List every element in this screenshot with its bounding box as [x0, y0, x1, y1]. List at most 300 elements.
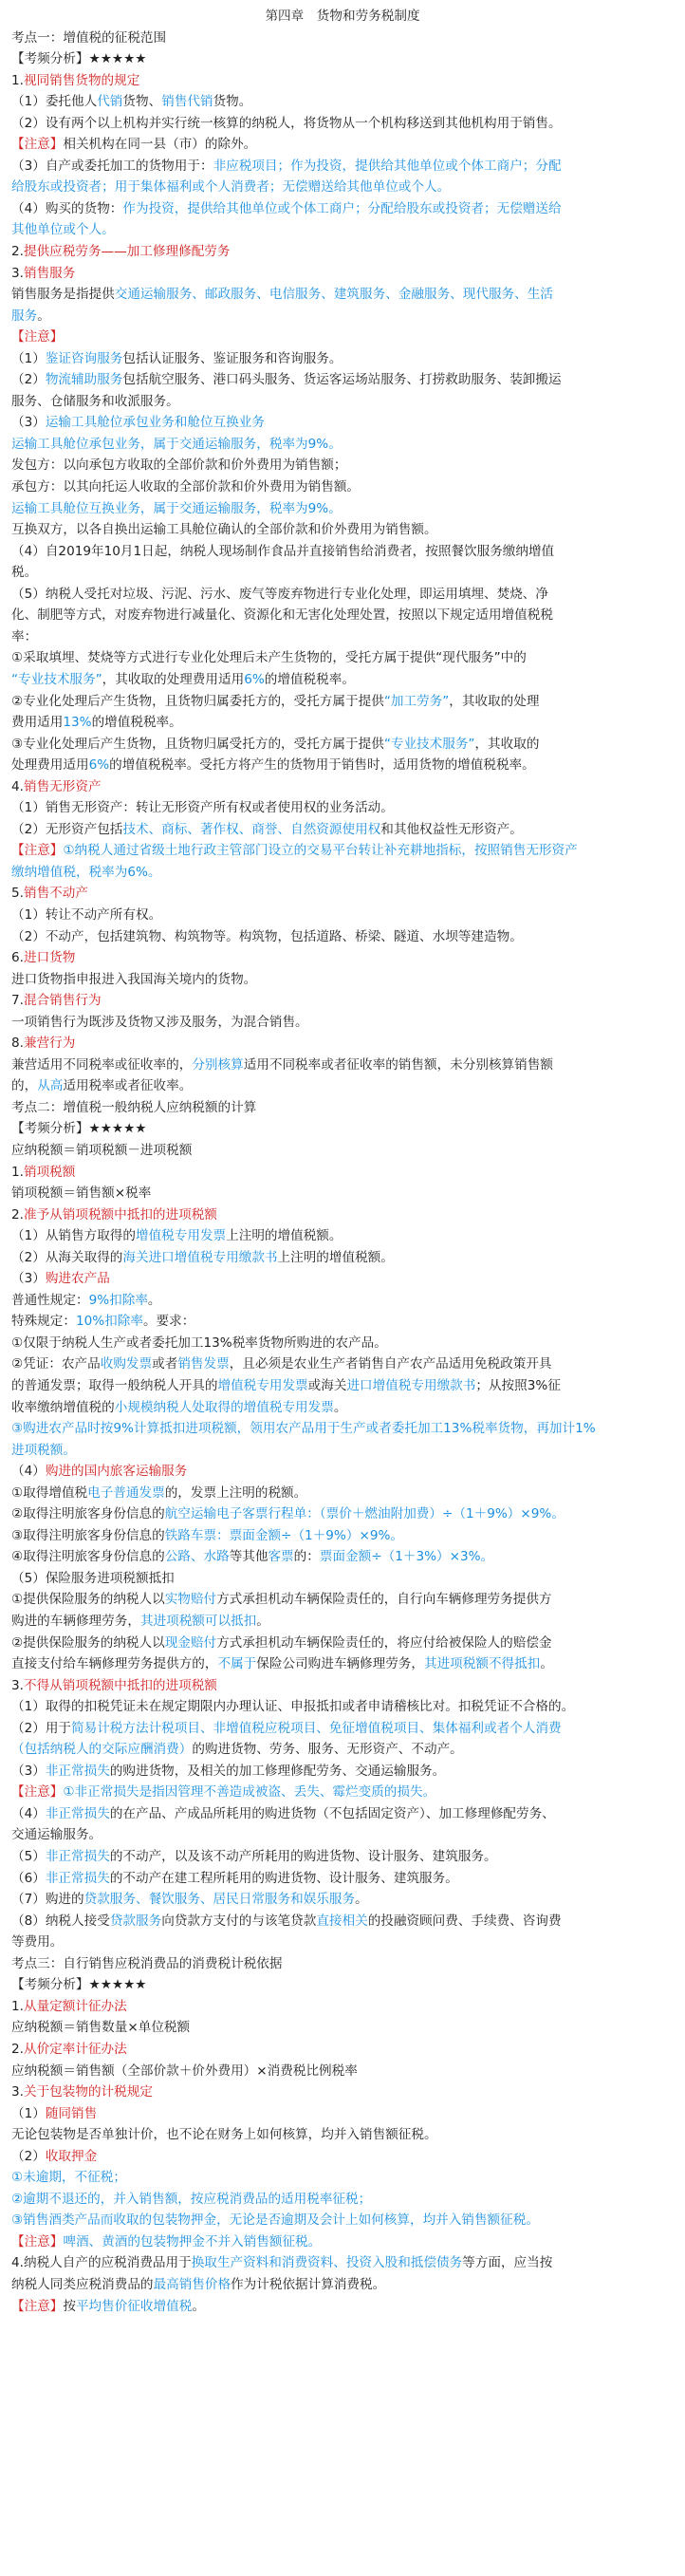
body-text: ；从按照3%征 [475, 1378, 561, 1393]
text-line [11, 241, 674, 263]
highlight-text: 非正常损失 [45, 1805, 110, 1821]
body-text: 互换双方，以各自换出运输工具舱位确认的全部价款和价外费用为销售额。 [11, 522, 437, 538]
body-text: 等其他 [229, 1549, 268, 1565]
text-line [11, 1846, 674, 1868]
body-text: 作为计税依据计算消费税。 [231, 2276, 386, 2292]
text-line [11, 862, 674, 884]
text-line [11, 1761, 674, 1783]
text-line [11, 1375, 674, 1397]
text-line [11, 2210, 674, 2231]
text-line [11, 990, 674, 1012]
text-line [11, 28, 674, 49]
highlight-text: ①纳税人通过省级土地行政主管部门设立的交易平台转让补充耕地指标，按照销售无形资产 [63, 843, 578, 859]
body-text: ，且必须是农业生产者销售自产农产品适用免税政策开具 [229, 1356, 552, 1372]
body-text: （7）购进的 [11, 1892, 84, 1908]
highlight-text: 6% [88, 757, 110, 774]
body-text: 。 [540, 1656, 553, 1672]
highlight-text: 服务 [11, 308, 38, 324]
body-text: 1. [11, 1164, 24, 1180]
body-text: （4）购买的货物： [11, 200, 123, 216]
highlight-text: ③购进农产品时按9%计算抵扣进项税额，领用农产品用于生产或者委托加工13%税率货物，再加计1% [11, 1421, 596, 1437]
highlight-text: 简易计税方法计税项目、非增值税应税项目、免征增值税项目、集体福利或者个人消费 [71, 1720, 562, 1736]
text-line [11, 2231, 674, 2253]
text-line [11, 1932, 674, 1953]
highlight-text: 换取生产资料和消费资料、投资入股和抵偿债务 [191, 2255, 463, 2271]
text-line [11, 1097, 674, 1119]
text-line [11, 947, 674, 969]
body-text: 按 [63, 2298, 76, 2314]
body-text: 的增值税税率。 [264, 671, 355, 687]
heading-text: 进口货物 [23, 950, 76, 966]
text-line [11, 1889, 674, 1911]
body-text: 【考频分析】★★★★★ [11, 51, 147, 67]
text-line [11, 840, 674, 862]
heading-text: 【注意】 [11, 137, 64, 153]
body-text: ②提供保险服务的纳税人以 [11, 1634, 165, 1651]
highlight-text: 电子普通发票 [87, 1484, 165, 1501]
text-line [11, 819, 674, 841]
text-line [11, 1333, 674, 1354]
text-line [11, 2103, 674, 2125]
heading-text: 视同销售货物的规定 [23, 72, 140, 88]
body-text: 发包方：以向承包方收取的全部价款和价外费用为销售额； [11, 457, 347, 474]
body-text: ，其收取的处理 [449, 693, 540, 709]
body-text: 的购进货物、劳务、服务、无形资产、不动产。 [192, 1742, 463, 1758]
highlight-text: 其进项税额可以抵扣 [139, 1614, 257, 1630]
heading-text: 销售无形资产 [23, 778, 102, 794]
body-text: 率： [11, 628, 38, 644]
body-text: 1. [11, 72, 24, 88]
highlight-text: 其进项税额不得抵扣 [424, 1656, 541, 1672]
text-line [11, 2017, 674, 2039]
body-text: ，其收取的 [474, 736, 540, 752]
body-text: 2. [11, 2041, 24, 2057]
body-text: 考点三：自行销售应税消费品的消费税计税依据 [11, 1955, 283, 1971]
text-line [11, 177, 674, 198]
highlight-text: 公路、水路 [164, 1549, 230, 1565]
highlight-text: 啤酒、黄酒的包装物押金不并入销售额征税。 [63, 2233, 322, 2249]
body-text: 或海关 [307, 1378, 347, 1393]
text-line [11, 1503, 674, 1525]
text-line [11, 1268, 674, 1290]
body-text: 。要求： [142, 1314, 195, 1330]
body-text: 和其他权益性无形资产。 [380, 821, 523, 837]
highlight-text: 铁路车票 [164, 1527, 217, 1543]
highlight-text: 其他单位或个人。 [11, 222, 115, 238]
body-text: （2）从海关取得的 [11, 1249, 123, 1265]
body-text: 3. [11, 265, 24, 281]
highlight-text: 运输工具舱位互换业务，属于交通运输服务，税率为9%。 [11, 500, 342, 516]
body-text: 应纳税额＝销售额（全部价款＋价外费用）×消费税比例税率 [11, 2063, 358, 2079]
body-text: 等费用。 [11, 1934, 64, 1951]
text-line [11, 1525, 674, 1547]
body-text: 应纳税额＝销项税额－进项税额 [11, 1142, 193, 1158]
body-text: 相关机构在同一县（市）的除外。 [63, 137, 257, 153]
body-text: ①提供保险服务的纳税人以 [11, 1592, 165, 1608]
body-text: 的， [11, 1078, 38, 1094]
highlight-text: “加工劳务” [383, 693, 450, 709]
body-text: （1）取得的扣税凭证未在规定期限内办理认证、申报抵扣或者申请稽核比对。扣税凭证不合格的。 [11, 1699, 575, 1715]
body-text: 化、制肥等方式，对废弃物进行减量化、资源化和无害化处理处置，按照以下规定适用增值税税 [11, 607, 553, 624]
heading-text: 【注意】 [11, 2298, 64, 2314]
body-text: 的不动产在建工程所耗用的购进货物、设计服务、建筑服务。 [109, 1870, 458, 1886]
body-text: 的投融资顾问费、手续费、咨询费 [367, 1913, 562, 1929]
highlight-text: ②逾期不退还的，并入销售额，按应税消费品的适用税率征税； [11, 2191, 372, 2207]
heading-text: 购进农产品 [45, 1271, 110, 1287]
body-text: 。 [256, 1614, 269, 1630]
highlight-text: 缴纳增值税，税率为6%。 [11, 864, 161, 880]
highlight-text: 从高 [37, 1078, 64, 1094]
highlight-text: 小规模纳税人处取得的增值税专用发票 [114, 1399, 334, 1415]
body-text: （2） [11, 372, 46, 388]
text-line [11, 755, 674, 776]
text-line [11, 1247, 674, 1269]
highlight-text: 代销 [97, 94, 123, 110]
heading-text: 【注意】 [11, 2233, 64, 2249]
body-text: 进口货物指申报进入我国海关境内的货物。 [11, 971, 257, 987]
highlight-text: 直接相关 [316, 1913, 368, 1929]
text-line [11, 1653, 674, 1675]
body-text: ①取得增值税 [11, 1484, 88, 1501]
text-line [11, 1782, 674, 1803]
text-line [11, 1290, 674, 1312]
text-line [11, 348, 674, 370]
highlight-text: 客票 [268, 1549, 294, 1565]
body-text: 1. [11, 1998, 24, 2014]
text-line [11, 1225, 674, 1247]
text-line [11, 1311, 674, 1333]
body-text: 的在产品、产成品所耗用的购进货物（不包括固定资产）、加工修理修配劳务、 [109, 1805, 555, 1821]
body-text: （3） [11, 415, 46, 431]
body-text: 普通性规定： [11, 1292, 89, 1308]
body-text: （3）自产或委托加工的货物用于： [11, 158, 213, 174]
highlight-text: 运输工具舱位承包业务和舱位互换业务 [45, 415, 265, 431]
body-text: 7. [11, 993, 24, 1009]
body-text: 等方面，应当按 [462, 2255, 553, 2271]
highlight-text: ：票面金额÷（1＋9%）×9%。 [216, 1527, 403, 1543]
heading-text: 销售不动产 [23, 886, 88, 902]
highlight-text: 不属于 [217, 1656, 257, 1672]
body-text: 方式承担机动车辆保险责任的，自行向车辆修理劳务提供方 [216, 1592, 552, 1608]
text-line [11, 306, 674, 327]
highlight-text: 增值税专用发票 [136, 1228, 227, 1244]
text-line [11, 455, 674, 476]
highlight-text: 销售发票 [177, 1356, 230, 1372]
text-line [11, 113, 674, 135]
text-line [11, 2296, 674, 2318]
highlight-text: 进口增值税专用缴款书 [346, 1378, 476, 1393]
text-line [11, 2274, 674, 2296]
text-line [11, 2252, 674, 2274]
highlight-text: 非应税项目；作为投资，提供给其他单位或个体工商户；分配 [213, 158, 562, 174]
text-line [11, 1868, 674, 1890]
body-text: 税。 [11, 565, 38, 581]
heading-text: 随同销售 [45, 2105, 98, 2121]
text-line [11, 412, 674, 434]
highlight-text: 进项税额。 [11, 1442, 76, 1458]
body-text: （3） [11, 1271, 46, 1287]
highlight-text: ①非正常损失是指因管理不善造成被盗、丢失、霉烂变质的损失。 [63, 1784, 436, 1801]
text-line [11, 498, 674, 520]
body-text: 2. [11, 244, 24, 260]
body-text: 或者 [152, 1356, 178, 1372]
body-text: 特殊规定： [11, 1314, 76, 1330]
text-line [11, 91, 674, 113]
text-line [11, 1012, 674, 1034]
body-text: 2. [11, 1206, 24, 1223]
body-text: （6） [11, 1870, 46, 1886]
body-text: 货物。 [213, 94, 252, 110]
body-text: 纳税人同类应税消费品的 [11, 2276, 154, 2292]
text-line [11, 1461, 674, 1483]
body-text: 的，发票上注明的税额。 [164, 1484, 307, 1501]
text-line [11, 476, 674, 498]
highlight-text: 6% [244, 671, 265, 687]
body-text: 考点二：增值税一般纳税人应纳税额的计算 [11, 1099, 257, 1115]
body-text: 上注明的增值税额。 [277, 1249, 394, 1265]
heading-text: 从价定率计征办法 [23, 2041, 127, 2057]
highlight-text: ：（票价＋燃油附加费）÷（1＋9%）×9%。 [306, 1506, 565, 1522]
body-text: （1）委托他人 [11, 94, 98, 110]
highlight-text: 给股东或投资者；用于集体福利或个人消费者；无偿赠送给其他单位或个人。 [11, 179, 451, 196]
text-line [11, 1611, 674, 1633]
highlight-text: “专业技术服务” [383, 736, 475, 752]
highlight-text: 贷款服务、餐饮服务、居民日常服务和娱乐服务 [83, 1892, 356, 1908]
body-text: 。 [147, 1292, 161, 1308]
heading-text: 提供应税劳务——加工修理修配劳务 [23, 244, 231, 260]
body-text: （5）保险服务进项税额抵扣 [11, 1570, 175, 1586]
heading-text: 兼营行为 [23, 1036, 76, 1052]
text-line [11, 134, 674, 156]
highlight-text: 分别核算 [192, 1056, 244, 1073]
heading-text: 购进的国内旅客运输服务 [45, 1464, 188, 1480]
body-text: 。 [355, 1892, 368, 1908]
text-line [11, 562, 674, 584]
body-text: 考点一：增值税的征税范围 [11, 29, 167, 46]
body-text: 的购进货物，及相关的加工修理修配劳务、交通运输服务。 [109, 1763, 446, 1779]
text-line [11, 1996, 674, 2018]
text-line [11, 2061, 674, 2082]
text-line [11, 605, 674, 626]
text-line [11, 1824, 674, 1846]
highlight-text: 9%扣除率 [88, 1292, 148, 1308]
body-text: （3） [11, 1763, 46, 1779]
heading-text: 销项税额 [23, 1164, 76, 1180]
body-text: 向贷款方支付的与该笔贷款 [161, 1913, 317, 1929]
highlight-text: 技术、商标、著作权、商誉、自然资源使用权 [122, 821, 381, 837]
body-text: ③专业化处理后产生货物，且货物归属受托方的，受托方属于提供 [11, 736, 384, 752]
body-text: 交通运输服务。 [11, 1827, 102, 1843]
text-line [11, 1440, 674, 1462]
body-text: ②凭证：农产品 [11, 1356, 101, 1372]
body-text: （1） [11, 350, 46, 366]
body-text: （2）不动产，包括建筑物、构筑物等。构筑物，包括道路、桥梁、隧道、水坝等建造物。 [11, 928, 523, 944]
text-line [11, 1418, 674, 1440]
body-text: （4） [11, 1464, 46, 1480]
text-line [11, 669, 674, 691]
heading-text: 从量定额计征办法 [23, 1998, 127, 2014]
body-text: 承包方：以其向托运人收取的全部价款和价外费用为销售额。 [11, 479, 361, 495]
body-text: 货物、 [122, 94, 162, 110]
text-line [11, 263, 674, 285]
highlight-text: 非正常损失 [45, 1849, 110, 1865]
text-line [11, 1739, 674, 1761]
text-line [11, 2124, 674, 2146]
body-text: 适用不同税率或者征收率的销售额，未分别核算销售额 [243, 1056, 553, 1073]
body-text: 8. [11, 1036, 24, 1052]
highlight-text: 航空运输电子客票行程单 [164, 1506, 307, 1522]
body-text: （4） [11, 1805, 46, 1821]
text-line [11, 1075, 674, 1097]
text-line [11, 2167, 674, 2189]
heading-text: 关于包装物的计税规定 [23, 2084, 153, 2100]
body-text: ，其收取的处理费用适用 [102, 671, 245, 687]
text-line [11, 1546, 674, 1568]
body-text: 无论包装物是否单独计价，也不论在财务上如何核算，均并入销售额征税。 [11, 2127, 437, 2143]
text-line [11, 284, 674, 306]
body-text: 费用适用 [11, 715, 64, 731]
text-line [11, 1718, 674, 1740]
heading-text: 【注意】 [11, 843, 64, 859]
heading-text: 销售服务 [23, 265, 76, 281]
highlight-text: ③销售酒类产品而收取的包装物押金，无论是否逾期及会计上如何核算，均并入销售额征税。 [11, 2212, 539, 2229]
text-line [11, 584, 674, 606]
text-line [11, 2039, 674, 2061]
body-text: 3. [11, 1677, 24, 1693]
chapter-title: 第四章 货物和劳务税制度 [265, 9, 420, 24]
highlight-text: 销售代销 [161, 94, 213, 110]
body-text: 【考频分析】★★★★★ [11, 1977, 147, 1993]
highlight-text: “专业技术服务” [11, 671, 102, 687]
text-line [11, 969, 674, 991]
highlight-text: 实物赔付 [164, 1592, 217, 1608]
heading-text: 【注意】 [11, 1784, 64, 1801]
body-text: 4.纳税人自产的应税消费品用于 [11, 2255, 192, 2271]
body-text: ③取得注明旅客身份信息的 [11, 1527, 165, 1543]
highlight-text: 增值税专用发票 [217, 1378, 308, 1393]
body-text: ①采取填埋、焚烧等方式进行专业化处理后未产生货物的，受托方属于提供“现代服务”中的 [11, 650, 527, 666]
text-line [11, 1696, 674, 1718]
highlight-text: 票面金额÷（1＋3%）×3%。 [319, 1549, 494, 1565]
text-line [11, 2146, 674, 2168]
body-text: （5）纳税人受托对垃圾、污泥、污水、废气等废弃物进行专业化处理，即运用填埋、焚烧、净 [11, 586, 548, 602]
text-line [11, 1568, 674, 1590]
highlight-text: 现金赔付 [164, 1634, 217, 1651]
body-text: （8）纳税人接受 [11, 1913, 110, 1929]
text-line [11, 198, 674, 220]
text-line [11, 1353, 674, 1375]
body-text: （1）转让不动产所有权。 [11, 906, 162, 923]
heading-text: 收取押金 [45, 2148, 98, 2164]
text-line [11, 1675, 674, 1697]
body-text: ①仅限于纳税人生产或者委托加工13%税率货物所购进的农产品。 [11, 1335, 387, 1351]
body-text: 上注明的增值税额。 [226, 1228, 342, 1244]
highlight-text: 运输工具舱位承包业务，属于交通运输服务，税率为9%。 [11, 436, 342, 452]
text-line [11, 2081, 674, 2103]
highlight-text: 海关进口增值税专用缴款书 [122, 1249, 278, 1265]
highlight-text: 10%扣除率 [75, 1314, 143, 1330]
highlight-text: 收购发票 [100, 1356, 153, 1372]
highlight-text: 最高销售价格 [153, 2276, 231, 2292]
body-text: 直接支付给车辆修理劳务提供方的， [11, 1656, 218, 1672]
highlight-text: 贷款服务 [109, 1913, 162, 1929]
body-text: （2）无形资产包括 [11, 821, 123, 837]
body-text: ②取得注明旅客身份信息的 [11, 1506, 165, 1522]
text-line [11, 541, 674, 563]
text-line [11, 734, 674, 756]
text-line [11, 1204, 674, 1226]
body-text: 【考频分析】★★★★★ [11, 1121, 147, 1137]
text-line [11, 647, 674, 669]
text-line [11, 1483, 674, 1504]
body-text: 5. [11, 886, 24, 902]
text-line [11, 369, 674, 391]
highlight-text: 鉴证咨询服务 [45, 350, 123, 366]
text-line [11, 2189, 674, 2211]
body-text: ④取得注明旅客身份信息的 [11, 1549, 165, 1565]
text-line [11, 1911, 674, 1932]
highlight-text: 交通运输服务、邮政服务、电信服务、建筑服务、金融服务、现代服务、生活 [114, 287, 553, 303]
text-line [11, 1803, 674, 1825]
heading-text: 不得从销项税额中抵扣的进项税额 [23, 1677, 217, 1693]
body-text: 包括认证服务、鉴证服务和咨询服务。 [122, 350, 342, 366]
text-line [11, 1183, 674, 1204]
body-text: 3. [11, 2084, 24, 2100]
body-text: （5） [11, 1849, 46, 1865]
text-line [11, 712, 674, 734]
text-line [11, 434, 674, 456]
body-text: 适用税率或者征收率。 [63, 1078, 193, 1094]
body-text: 购进的车辆修理劳务， [11, 1614, 140, 1630]
body-text: 。 [37, 308, 50, 324]
highlight-text: 非正常损失 [45, 1870, 110, 1886]
body-text: 包括航空服务、港口码头服务、货运客运场站服务、打捞救助服务、装卸搬运 [122, 372, 562, 388]
text-line [11, 1118, 674, 1140]
text-line [11, 1974, 674, 1996]
text-line [11, 1055, 674, 1076]
text-line [11, 48, 674, 70]
text-line [11, 691, 674, 713]
text-line [11, 519, 674, 541]
heading-text: 准予从销项税额中抵扣的进项税额 [23, 1206, 217, 1223]
body-text: 。 [192, 2298, 205, 2314]
text-line [11, 1633, 674, 1654]
body-text: 。 [333, 1399, 347, 1415]
body-text: 保险公司购进车辆修理劳务， [256, 1656, 424, 1672]
text-line [11, 327, 674, 348]
body-text: 销项税额＝销售额×税率 [11, 1185, 152, 1202]
text-line [11, 626, 674, 648]
body-text: （1）从销售方取得的 [11, 1228, 136, 1244]
highlight-text: 物流辅助服务 [45, 372, 123, 388]
heading-text: 【注意】 [11, 329, 64, 345]
text-line [11, 797, 674, 819]
body-text: 6. [11, 950, 24, 966]
body-text: 方式承担机动车辆保险责任的，将应付给被保险人的赔偿金 [216, 1634, 552, 1651]
text-line [11, 156, 674, 177]
text-line [11, 219, 674, 241]
document-body [11, 28, 674, 2318]
highlight-text: （包括纳税人的交际应酬消费） [11, 1742, 193, 1758]
body-text: 的普通发票；取得一般纳税人开具的 [11, 1378, 218, 1393]
text-line [11, 391, 674, 413]
body-text: ②专业化处理后产生货物，且货物归属委托方的，受托方属于提供 [11, 693, 384, 709]
text-line [11, 905, 674, 926]
body-text: （2）设有两个以上机构并实行统一核算的纳税人，将货物从一个机构移送到其他机构用于销售。 [11, 115, 562, 131]
highlight-text: 平均售价征收增值税 [75, 2298, 193, 2314]
text-line [11, 883, 674, 905]
body-text: 兼营适用不同税率或征收率的， [11, 1056, 193, 1073]
